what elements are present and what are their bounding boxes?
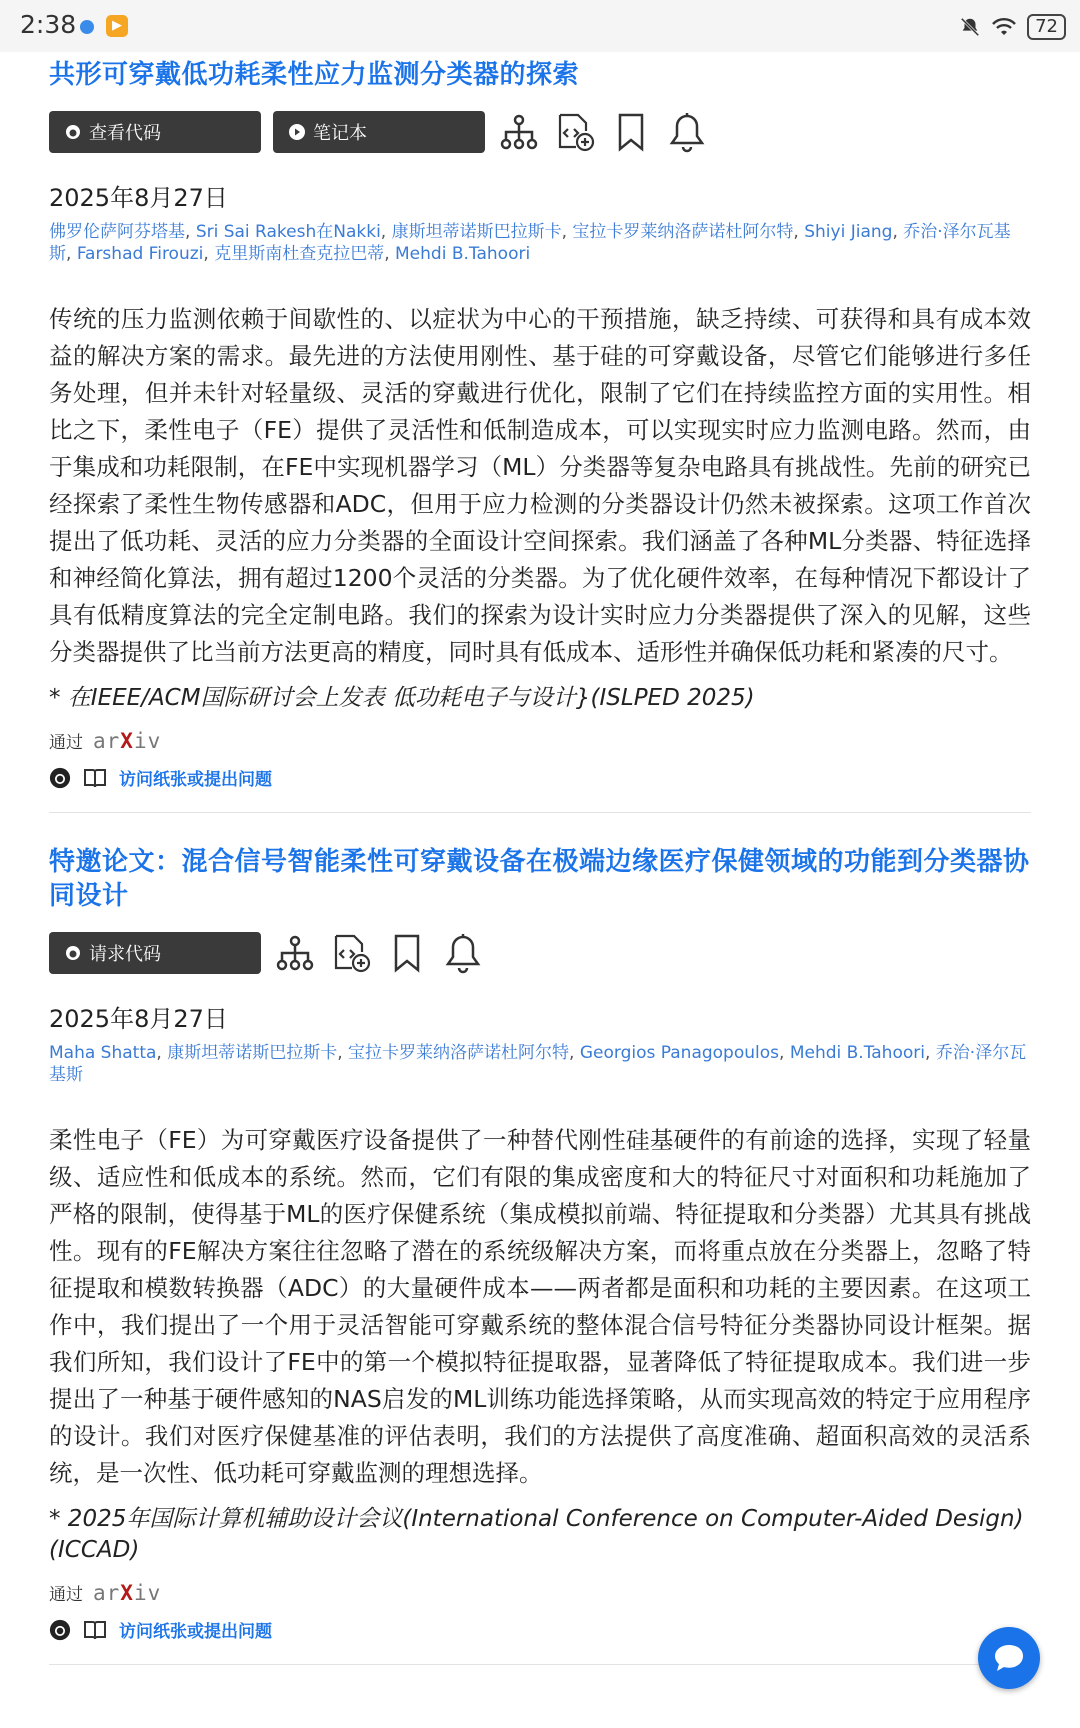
paper-date: 2025年8月27日 <box>49 1005 228 1033</box>
author-link[interactable]: Maha Shatta <box>49 1043 157 1063</box>
play-icon <box>289 124 305 140</box>
github-icon[interactable] <box>49 1619 71 1641</box>
arxiv-logo[interactable]: arXiv <box>93 1580 162 1605</box>
author-link[interactable]: 佛罗伦萨阿芬塔基 <box>49 222 185 242</box>
paper-venue: * 在IEEE/ACM国际研讨会上发表 低功耗电子与设计}(ISLPED 2025) <box>49 685 755 711</box>
author-link[interactable]: 宝拉卡罗莱纳洛萨诺杜阿尔特 <box>572 222 794 242</box>
author-link[interactable]: Shiyi Jiang <box>804 222 893 242</box>
app-icon: ▶ <box>106 15 128 37</box>
github-icon[interactable] <box>49 767 71 789</box>
author-link[interactable]: 宝拉卡罗莱纳洛萨诺杜阿尔特 <box>348 1043 570 1063</box>
chat-icon <box>992 1642 1026 1674</box>
paper-abstract: 传统的压力监测依赖于间歇性的、以症状为中心的干预措施，缺乏持续、可获得和具有成本效益的解决方案的需求。最先进的方法使用刚性、基于硅的可穿戴设备，尽管它们能够进行多任务处理，但并未针对轻量级、灵活的穿戴进行优化，限制了它们在持续监控方面的实用性。相比之下，柔性电子（FE）提供了灵活性和低制造成本，可以实现实时应力监测电路。然而，由于集成和功耗限制，在FE中实现机器学习（ML）分类器等复杂电路具有挑战性。先前的研究已经探索了柔性生物传感器和ADC，但用于应力检测的分类器设计仍然未被探索。这项工作首次提出了低功耗、灵活的应力分类器的全面设计空间探索。我们涵盖了各种ML分类器、特征选择和神经简化算法，拥有超过1200个灵活的分类器。为了优化硬件效率，在每种情况下都设计了具有低精度算法的完全定制电路。我们的探索为设计实时应力分类器提供了深入的见解，这些分类器提供了比当前方法更高的精度，同时具有低成本、适形性并确保低功耗和紧凑的尺寸。 <box>49 305 1031 666</box>
author-link[interactable]: 克里斯南杜查克拉巴蒂 <box>214 244 385 264</box>
paper-card <box>49 845 1031 1665</box>
author-link[interactable]: Mehdi B.Tahoori <box>789 1043 925 1063</box>
author-link[interactable]: 乔治·泽尔瓦基斯 <box>49 222 1011 264</box>
paper-actions <box>49 931 1031 975</box>
divider <box>49 1664 1031 1665</box>
source-line <box>49 1580 1031 1605</box>
book-icon[interactable] <box>83 1619 107 1641</box>
paper-date: 2025年8月27日 <box>49 184 228 212</box>
bell-icon[interactable] <box>665 110 709 154</box>
arxiv-logo[interactable]: arXiv <box>93 728 162 753</box>
author-link[interactable]: Mehdi B.Tahoori <box>395 244 531 264</box>
paper-actions <box>49 110 1031 154</box>
github-icon <box>65 945 81 961</box>
paper-title[interactable]: 共形可穿戴低功耗柔性应力监测分类器的探索 <box>49 60 580 90</box>
notification-dot-icon <box>80 20 94 34</box>
source-line <box>49 728 1031 753</box>
hierarchy-icon[interactable] <box>273 931 317 975</box>
divider <box>49 812 1031 813</box>
visit-paper-link[interactable]: 访问纸张或提出问题 <box>119 1622 272 1642</box>
paper-links <box>49 765 1031 790</box>
visit-paper-link[interactable]: 访问纸张或提出问题 <box>119 770 272 790</box>
chat-fab-button[interactable] <box>978 1627 1040 1689</box>
bell-icon[interactable] <box>441 931 485 975</box>
battery-icon: 72 <box>1027 14 1066 40</box>
via-label: 通过 <box>49 1585 83 1605</box>
paper-abstract: 柔性电子（FE）为可穿戴医疗设备提供了一种替代刚性硅基硬件的有前途的选择，实现了轻量级、适应性和低成本的系统。然而，它们有限的集成密度和大的特征尺寸对面积和功耗施加了严格的限制，使得基于ML的医疗保健系统（集成模拟前端、特征提取和分类器）尤其具有挑战性。现有的FE解决方案往往忽略了潜在的系统级解决方案，而将重点放在分类器上，忽略了特征提取和模数转换器（ADC）的大量硬件成本——两者都是面积和功耗的主要因素。在这项工作中，我们提出了一个用于灵活智能可穿戴系统的整体混合信号特征分类器协同设计框架。据我们所知，我们设计了FE中的第一个模拟特征提取器，显著降低了特征提取成本。我们进一步提出了一种基于硬件感知的NAS启发的ML训练功能选择策略，从而实现高效的特定于应用程序的设计。我们对医疗保健基准的评估表明，我们的方法提供了高度准确、超面积高效的灵活系统，是一次性、低功耗可穿戴监测的理想选择。 <box>49 1126 1031 1487</box>
book-icon[interactable] <box>83 767 107 789</box>
paper-venue: * 2025年国际计算机辅助设计会议(International Conference on Computer-Aided Design)(ICCAD) <box>49 1506 1024 1563</box>
status-time: 2:38 <box>20 10 77 39</box>
author-link[interactable]: Farshad Firouzi <box>76 244 204 264</box>
author-link[interactable]: 乔治·泽尔瓦基斯 <box>49 1043 1027 1085</box>
request-code-label: 请求代码 <box>89 944 161 965</box>
paper-card <box>49 58 1031 813</box>
author-link[interactable]: 康斯坦蒂诺斯巴拉斯卡 <box>167 1043 338 1063</box>
author-link[interactable]: 康斯坦蒂诺斯巴拉斯卡 <box>391 222 562 242</box>
via-label: 通过 <box>49 733 83 753</box>
add-code-icon[interactable] <box>553 110 597 154</box>
wifi-icon <box>991 16 1017 38</box>
author-list: Maha Shatta, 康斯坦蒂诺斯巴拉斯卡, 宝拉卡罗莱纳洛萨诺杜阿尔特, Georgios Panagopoulos, Mehdi B.Tahoori, 乔治·泽尔瓦基斯 <box>49 1043 1027 1085</box>
paper-list <box>49 52 1031 1665</box>
author-link[interactable]: Georgios Panagopoulos <box>579 1043 779 1063</box>
status-bar <box>0 0 1080 52</box>
bookmark-icon[interactable] <box>609 110 653 154</box>
mute-bell-icon <box>959 16 981 38</box>
author-list: 佛罗伦萨阿芬塔基, Sri Sai Rakesh在Nakki, 康斯坦蒂诺斯巴拉斯卡, 宝拉卡罗莱纳洛萨诺杜阿尔特, Shiyi Jiang, 乔治·泽尔瓦基斯, Farshad Firouzi, 克里斯南杜查克拉巴蒂, Mehdi B.Tahoori <box>49 222 1011 264</box>
hierarchy-icon[interactable] <box>497 110 541 154</box>
view-code-button[interactable] <box>49 111 261 153</box>
paper-title[interactable]: 特邀论文：混合信号智能柔性可穿戴设备在极端边缘医疗保健领域的功能到分类器协同设计 <box>49 847 1030 911</box>
author-link[interactable]: Sri Sai Rakesh在Nakki <box>195 222 381 242</box>
paper-links <box>49 1617 1031 1642</box>
github-icon <box>65 124 81 140</box>
notebook-label: 笔记本 <box>313 123 367 144</box>
view-code-label: 查看代码 <box>89 123 161 144</box>
request-code-button[interactable] <box>49 932 261 974</box>
add-code-icon[interactable] <box>329 931 373 975</box>
notebook-button[interactable] <box>273 111 485 153</box>
bookmark-icon[interactable] <box>385 931 429 975</box>
